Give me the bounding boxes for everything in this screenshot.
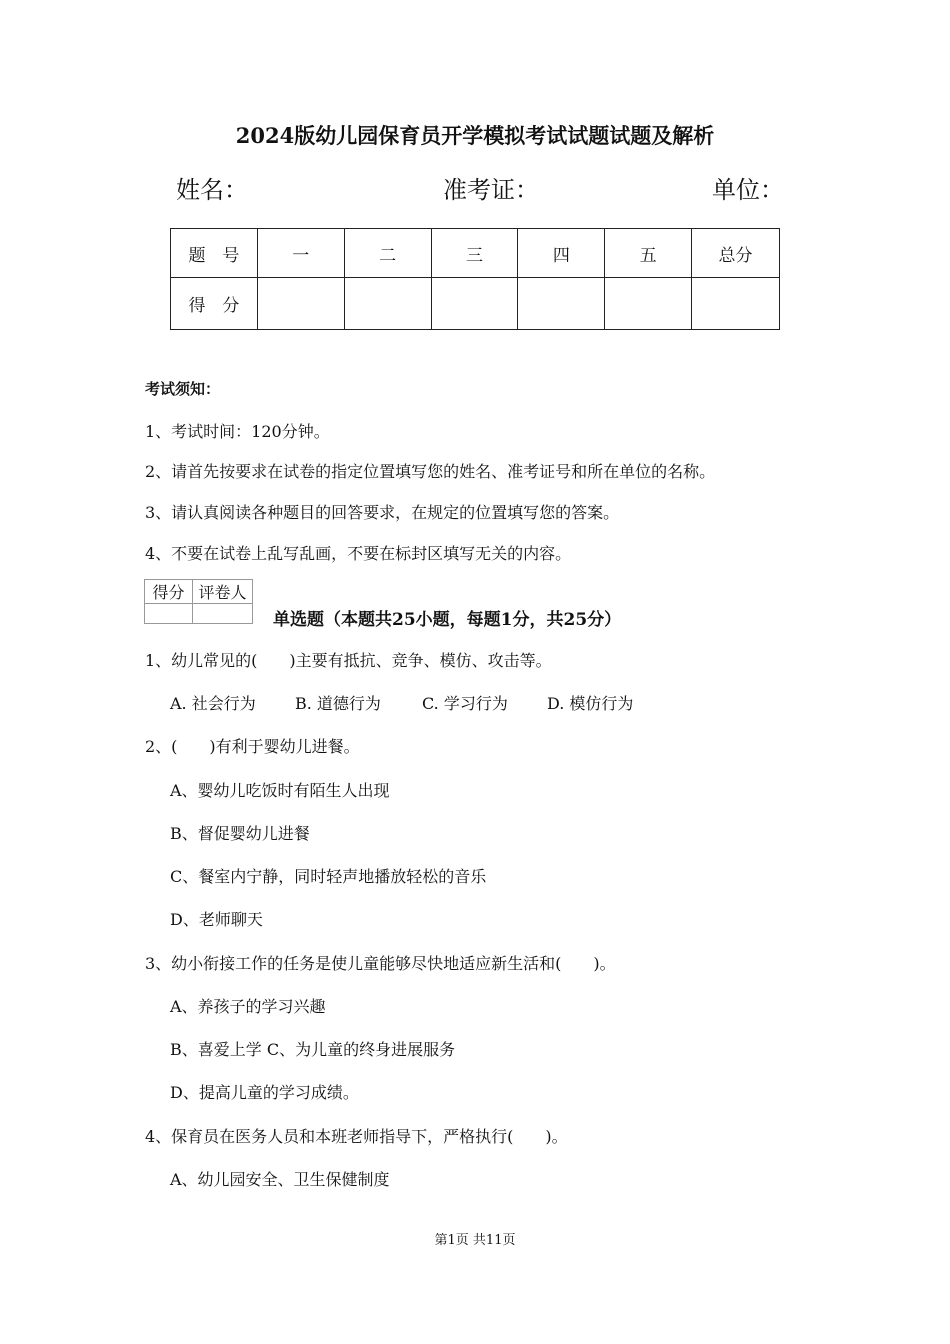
notice-item: 2、请首先按要求在试卷的指定位置填写您的姓名、准考证号和所在单位的名称。 [145,462,716,481]
score-table-header-cell: 一 [257,229,344,278]
score-table-header-cell: 四 [518,229,605,278]
grader-score-cell [145,604,193,624]
question-options-row [170,691,633,714]
question-option: A、养孩子的学习兴趣 [170,997,326,1016]
score-table-header-cell: 二 [344,229,431,278]
grader-reviewer-label: 评卷人 [193,580,253,604]
score-table-header-cell: 总分 [692,229,780,278]
section-title: 单选题（本题共25小题，每题1分，共25分） [273,610,622,630]
score-table-header-cell: 题 号 [171,229,258,278]
score-row-label: 得 分 [171,278,258,330]
question-stem: 2、( )有利于婴幼儿进餐。 [145,737,360,756]
score-cell [518,278,605,330]
notice-item: 1、考试时间：120分钟。 [145,422,330,441]
question-stem: 1、幼儿常见的( )主要有抵抗、竞争、模仿、攻击等。 [145,651,552,670]
score-cell [605,278,692,330]
question-option: D、提高儿童的学习成绩。 [170,1083,359,1102]
score-cell [431,278,518,330]
notice-item: 4、不要在试卷上乱写乱画，不要在标封区填写无关的内容。 [145,544,572,563]
score-table-header-cell: 三 [431,229,518,278]
score-cell [692,278,780,330]
question-option: B、督促婴幼儿进餐 [170,824,310,843]
question-option: A、幼儿园安全、卫生保健制度 [170,1170,390,1189]
question-option: C、餐室内宁静，同时轻声地播放轻松的音乐 [170,867,487,886]
unit-label: 单位： [712,176,784,204]
score-table [170,228,780,330]
notice-item: 3、请认真阅读各种题目的回答要求，在规定的位置填写您的答案。 [145,503,620,522]
score-table-score-row [171,278,780,330]
question-option: B. 道德行为 [295,694,381,713]
question-option: A. 社会行为 [170,694,256,713]
name-label: 姓名： [176,176,248,204]
score-cell [344,278,431,330]
question-option: D、老师聊天 [170,910,263,929]
exam-number-label: 准考证： [443,176,539,204]
grader-reviewer-cell [193,604,253,624]
page-footer: 第1页 共11页 [434,1233,516,1248]
question-stem: 4、保育员在医务人员和本班老师指导下，严格执行( )。 [145,1127,568,1146]
grader-score-label: 得分 [145,580,193,604]
question-option: B、喜爱上学 C、为儿童的终身进展服务 [170,1040,456,1059]
score-table-header-cell: 五 [605,229,692,278]
score-table-header-row [171,229,780,278]
question-option: D. 模仿行为 [547,694,634,713]
notice-heading: 考试须知： [145,380,221,398]
grader-box [144,579,253,624]
question-option: A、婴幼儿吃饭时有陌生人出现 [170,781,390,800]
score-cell [257,278,344,330]
page-title: 2024版幼儿园保育员开学模拟考试试题试题及解析 [235,123,715,148]
question-option: C. 学习行为 [422,694,508,713]
question-stem: 3、幼小衔接工作的任务是使儿童能够尽快地适应新生活和( )。 [145,954,616,973]
